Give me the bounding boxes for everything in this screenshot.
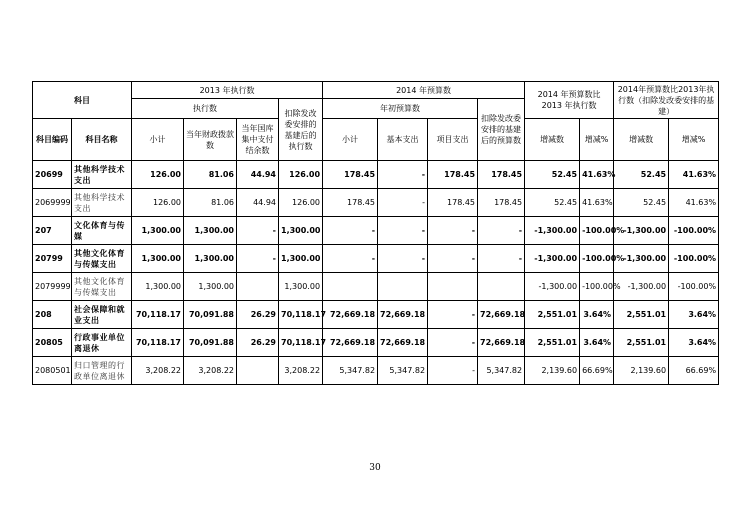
- cell-pct1: 3.64%: [580, 301, 614, 329]
- cell-sub14: 5,347.82: [323, 357, 378, 385]
- cell-excl13: 70,118.17: [279, 329, 323, 357]
- cell-treasury: -: [237, 245, 279, 273]
- budget-table: [32, 81, 719, 385]
- cell-inc1: 52.45: [525, 189, 580, 217]
- header-subtotal: 小计: [132, 119, 184, 161]
- cell-basic: [378, 273, 428, 301]
- cell-pct1: -100.00%: [580, 245, 614, 273]
- cell-sub14: 72,669.18: [323, 329, 378, 357]
- cell-excl13: 1,300.00: [279, 245, 323, 273]
- cell-treasury: 44.94: [237, 161, 279, 189]
- cell-name: 其他文化体育与传媒支出: [72, 273, 132, 301]
- cell-subtotal: 126.00: [132, 189, 184, 217]
- cell-project: -: [428, 301, 478, 329]
- cell-sub14: 72,669.18: [323, 301, 378, 329]
- cell-basic: -: [378, 217, 428, 245]
- cell-pct1: -100.00%: [580, 217, 614, 245]
- cell-subtotal: 126.00: [132, 161, 184, 189]
- header-fiscal: 当年财政拨款数: [184, 119, 237, 161]
- cell-pct1: 3.64%: [580, 329, 614, 357]
- cell-code: 208: [33, 301, 72, 329]
- cell-subtotal: 70,118.17: [132, 329, 184, 357]
- subject-header: 科目: [33, 82, 132, 119]
- cell-pct2: 3.64%: [669, 301, 719, 329]
- cell-treasury: [237, 273, 279, 301]
- cell-inc1: 52.45: [525, 161, 580, 189]
- cell-code: 20799: [33, 245, 72, 273]
- header-2013: 2013 年执行数: [132, 82, 323, 99]
- cell-pct1: 41.63%: [580, 161, 614, 189]
- cell-inc2: -1,300.00: [614, 273, 669, 301]
- cell-project: -: [428, 245, 478, 273]
- cell-project: 178.45: [428, 189, 478, 217]
- cell-name: 文化体育与传媒: [72, 217, 132, 245]
- cell-inc1: -1,300.00: [525, 273, 580, 301]
- cell-pct2: -100.00%: [669, 245, 719, 273]
- cell-excl13: 70,118.17: [279, 301, 323, 329]
- cell-name: 其他科学技术支出: [72, 161, 132, 189]
- header-excl-2013: 扣除发改委安排的基建后的执行数: [279, 99, 323, 161]
- cell-fiscal: 81.06: [184, 161, 237, 189]
- cell-inc2: 2,551.01: [614, 301, 669, 329]
- table-row: [33, 301, 719, 329]
- cell-inc2: 2,551.01: [614, 329, 669, 357]
- cell-inc1: -1,300.00: [525, 245, 580, 273]
- cell-sub14: 178.45: [323, 189, 378, 217]
- cell-sub14: -: [323, 217, 378, 245]
- cell-pct2: -100.00%: [669, 273, 719, 301]
- cell-excl14: 178.45: [478, 161, 525, 189]
- cell-sub14: -: [323, 245, 378, 273]
- cell-fiscal: 1,300.00: [184, 217, 237, 245]
- header-name: 科目名称: [72, 119, 132, 161]
- header-treasury: 当年国库集中支付结余数: [237, 119, 279, 161]
- cell-project: 178.45: [428, 161, 478, 189]
- cell-name: 归口管理的行政单位离退休: [72, 357, 132, 385]
- cell-pct2: 3.64%: [669, 329, 719, 357]
- cell-code: 2069999: [33, 189, 72, 217]
- header-project: 项目支出: [428, 119, 478, 161]
- cell-subtotal: 1,300.00: [132, 217, 184, 245]
- cell-name: 行政事业单位离退休: [72, 329, 132, 357]
- cell-name: 社会保障和就业支出: [72, 301, 132, 329]
- cell-inc2: -1,300.00: [614, 217, 669, 245]
- cell-treasury: [237, 357, 279, 385]
- cell-code: 2080501: [33, 357, 72, 385]
- cell-project: -: [428, 217, 478, 245]
- header-pct-1: 增减%: [580, 119, 614, 161]
- cell-excl14: 72,669.18: [478, 329, 525, 357]
- header-2014: 2014 年预算数: [323, 82, 525, 99]
- header-excl-2014: 扣除发改委安排的基建后的预算数: [478, 99, 525, 161]
- cell-name: 其他科学技术支出: [72, 189, 132, 217]
- cell-code: 2079999: [33, 273, 72, 301]
- cell-name: 其他文化体育与传媒支出: [72, 245, 132, 273]
- cell-fiscal: 3,208.22: [184, 357, 237, 385]
- page-number: 30: [369, 463, 381, 473]
- cell-fiscal: 70,091.88: [184, 301, 237, 329]
- header-basic: 基本支出: [378, 119, 428, 161]
- cell-excl13: 1,300.00: [279, 217, 323, 245]
- cell-treasury: 26.29: [237, 301, 279, 329]
- cell-excl14: -: [478, 245, 525, 273]
- table-row: [33, 189, 719, 217]
- cell-basic: -: [378, 189, 428, 217]
- cell-inc2: 52.45: [614, 161, 669, 189]
- cell-subtotal: 1,300.00: [132, 273, 184, 301]
- cell-excl14: -: [478, 217, 525, 245]
- header-code: 科目编码: [33, 119, 72, 161]
- header-compare-plan: 2014 年预算数比 2013 年执行数: [525, 82, 614, 119]
- cell-basic: -: [378, 161, 428, 189]
- cell-subtotal: 1,300.00: [132, 245, 184, 273]
- cell-inc2: 52.45: [614, 189, 669, 217]
- cell-inc2: -1,300.00: [614, 245, 669, 273]
- cell-excl13: 3,208.22: [279, 357, 323, 385]
- cell-code: 20699: [33, 161, 72, 189]
- cell-pct2: -100.00%: [669, 217, 719, 245]
- header-compare-excl: 2014年预算数比2013年执行数（扣除发改委安排的基建）: [614, 82, 719, 119]
- cell-excl13: 1,300.00: [279, 273, 323, 301]
- cell-pct1: 41.63%: [580, 189, 614, 217]
- table-row: [33, 357, 719, 385]
- cell-excl14: [478, 273, 525, 301]
- header-subtotal-2014: 小计: [323, 119, 378, 161]
- header-exec: 执行数: [132, 99, 279, 119]
- cell-code: 207: [33, 217, 72, 245]
- header-pct-2: 增减%: [669, 119, 719, 161]
- table-row: [33, 329, 719, 357]
- cell-sub14: 178.45: [323, 161, 378, 189]
- cell-inc1: -1,300.00: [525, 217, 580, 245]
- cell-inc1: 2,551.01: [525, 301, 580, 329]
- cell-treasury: 44.94: [237, 189, 279, 217]
- table-row: [33, 245, 719, 273]
- table-row: [33, 161, 719, 189]
- cell-sub14: [323, 273, 378, 301]
- cell-treasury: -: [237, 217, 279, 245]
- cell-fiscal: 81.06: [184, 189, 237, 217]
- cell-project: -: [428, 329, 478, 357]
- cell-excl14: 5,347.82: [478, 357, 525, 385]
- cell-fiscal: 1,300.00: [184, 245, 237, 273]
- cell-excl14: 72,669.18: [478, 301, 525, 329]
- cell-basic: -: [378, 245, 428, 273]
- cell-excl13: 126.00: [279, 189, 323, 217]
- cell-basic: 72,669.18: [378, 301, 428, 329]
- cell-pct2: 41.63%: [669, 189, 719, 217]
- cell-project: -: [428, 357, 478, 385]
- cell-fiscal: 70,091.88: [184, 329, 237, 357]
- cell-code: 20805: [33, 329, 72, 357]
- cell-inc1: 2,139.60: [525, 357, 580, 385]
- cell-subtotal: 3,208.22: [132, 357, 184, 385]
- cell-inc1: 2,551.01: [525, 329, 580, 357]
- cell-excl14: 178.45: [478, 189, 525, 217]
- cell-pct1: -100.00%: [580, 273, 614, 301]
- header-increase-1: 增减数: [525, 119, 580, 161]
- table-row: [33, 273, 719, 301]
- header-increase-2: 增减数: [614, 119, 669, 161]
- table-row: [33, 217, 719, 245]
- cell-fiscal: 1,300.00: [184, 273, 237, 301]
- header-budget-start: 年初预算数: [323, 99, 478, 119]
- cell-basic: 5,347.82: [378, 357, 428, 385]
- cell-subtotal: 70,118.17: [132, 301, 184, 329]
- cell-basic: 72,669.18: [378, 329, 428, 357]
- cell-pct1: 66.69%: [580, 357, 614, 385]
- cell-excl13: 126.00: [279, 161, 323, 189]
- cell-project: [428, 273, 478, 301]
- cell-treasury: 26.29: [237, 329, 279, 357]
- cell-inc2: 2,139.60: [614, 357, 669, 385]
- cell-pct2: 41.63%: [669, 161, 719, 189]
- cell-pct2: 66.69%: [669, 357, 719, 385]
